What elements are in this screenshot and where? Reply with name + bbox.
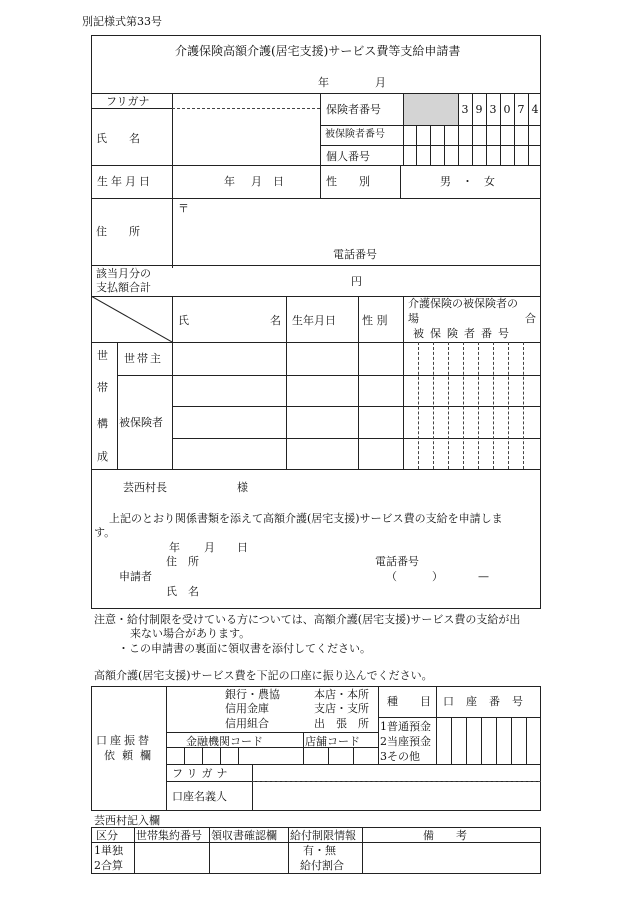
village-header-category: 区分 <box>96 829 118 842</box>
insurer-digit: 4 <box>531 103 539 116</box>
transfer-label-line2: 依頼欄 <box>104 749 158 762</box>
honorific: 様 <box>237 481 248 494</box>
header-year-unit: 年 <box>318 76 329 89</box>
postal-mark: 〒 <box>178 202 189 215</box>
birth-year-unit: 年 <box>224 175 235 188</box>
insured-number-label: 被保険者番号 <box>325 129 385 140</box>
note-1-line1: 注意・給付制限を受けている方については、高額介護(居宅支援)サービス費の支給が出 <box>94 613 521 626</box>
shaded-cell <box>404 94 458 125</box>
form-number: 別記様式第33号 <box>82 15 162 28</box>
category-option: 1単独 <box>94 844 123 857</box>
household-birth-header: 生年月日 <box>292 314 336 327</box>
household-insurance-header-1: 介護保険の被保険者の <box>408 297 518 310</box>
village-section-title: 芸西村記入欄 <box>94 814 160 827</box>
household-side-char: 成 <box>97 450 108 463</box>
app-month-unit: 月 <box>204 541 215 554</box>
personal-number-label: 個人番号 <box>326 150 370 163</box>
bank-type-option: 信用金庫 <box>225 702 269 715</box>
address-label: 住 所 <box>96 225 140 238</box>
sex-options: 男 ・ 女 <box>440 175 495 188</box>
app-name-label: 氏 名 <box>166 585 199 598</box>
bank-furigana-label: フリガナ <box>172 767 232 780</box>
applicant-label: 申請者 <box>119 570 152 583</box>
household-side-char: 構 <box>97 417 108 430</box>
app-day-unit: 日 <box>237 541 248 554</box>
note-2: ・この申請書の裏面に領収書を添付してください。 <box>118 642 371 655</box>
account-type-option: 3その他 <box>380 750 420 763</box>
bank-type-option: 信用組合 <box>225 717 269 730</box>
account-holder-label: 口座名義人 <box>172 790 227 803</box>
phone-paren-close: ） <box>432 570 443 583</box>
birth-day-unit: 日 <box>273 175 284 188</box>
app-phone-label: 電話番号 <box>375 555 419 568</box>
restriction-ratio: 給付割合 <box>300 859 344 872</box>
branch-code-label: 店舗コード <box>305 735 360 748</box>
branch-type-option: 本店・本所 <box>314 688 369 701</box>
name-label: 氏 名 <box>96 132 140 145</box>
household-insurance-header-2a: 場 <box>408 312 419 325</box>
insurer-digit: 3 <box>461 103 469 116</box>
app-address-label: 住 所 <box>166 555 199 568</box>
transfer-label-line1: 口座振替 <box>96 734 152 747</box>
account-header: 口座番号 <box>443 695 535 708</box>
header-month-unit: 月 <box>375 76 386 89</box>
phone-paren-open: （ <box>386 570 397 583</box>
village-header-remarks: 備 考 <box>423 829 467 842</box>
household-head-label: 世帯主 <box>124 352 163 365</box>
household-side-char: 世 <box>97 349 108 362</box>
bank-intro: 高額介護(居宅支援)サービス費を下記の口座に振り込んでください。 <box>94 669 433 682</box>
household-name-header: 氏 <box>178 314 189 327</box>
branch-type-option: 出 張 所 <box>314 717 369 730</box>
app-year-unit: 年 <box>169 541 180 554</box>
payment-label-line1: 該当月分の <box>96 267 151 280</box>
insurer-number-label: 保険者番号 <box>326 103 381 116</box>
restriction-yes-no: 有・無 <box>303 844 336 857</box>
type-header: 種 目 <box>387 695 431 708</box>
village-header-receipt: 領収書確認欄 <box>211 829 277 842</box>
furigana-label: フリガナ <box>106 95 150 108</box>
application-body-line1: 上記のとおり関係書類を添えて高額介護(居宅支援)サービス費の支給を申請しま <box>109 512 503 525</box>
diagonal-corner-line <box>91 296 172 342</box>
application-body-line2: す。 <box>94 526 116 539</box>
addressee: 芸西村長 <box>123 481 167 494</box>
village-header-household-number: 世帯集約番号 <box>136 829 202 842</box>
account-type-option: 2当座預金 <box>380 735 431 748</box>
yen-unit: 円 <box>351 275 362 288</box>
birth-month-unit: 月 <box>251 175 262 188</box>
bank-type-option: 銀行・農協 <box>225 688 280 701</box>
phone-label: 電話番号 <box>333 248 377 261</box>
account-type-option: 1普通預金 <box>380 720 431 733</box>
household-sex-header: 性 別 <box>362 314 388 327</box>
household-insured-label: 被保険者 <box>119 416 163 429</box>
birthdate-label: 生年月日 <box>97 175 153 188</box>
note-1-line2: 来ない場合があります。 <box>130 627 251 640</box>
insurer-digit: 9 <box>475 103 483 116</box>
insurer-digit: 7 <box>517 103 525 116</box>
insurer-digit: 0 <box>503 103 511 116</box>
phone-dash: — <box>478 570 489 583</box>
bank-code-label: 金融機関コード <box>186 735 263 748</box>
category-option: 2合算 <box>94 859 123 872</box>
branch-type-option: 支店・支所 <box>314 702 369 715</box>
sex-label: 性 別 <box>326 175 370 188</box>
payment-label-line2: 支払額合計 <box>96 281 151 294</box>
village-header-restriction: 給付制限情報 <box>290 829 356 842</box>
insurer-digit: 3 <box>489 103 497 116</box>
household-side-char: 帯 <box>97 381 108 394</box>
form-title: 介護保険高額介護(居宅支援)サービス費等支給申請書 <box>175 44 461 58</box>
household-name-header-2: 名 <box>270 314 281 327</box>
household-insurance-header-3: 被保険者番号 <box>413 327 515 340</box>
household-insurance-header-2b: 合 <box>525 312 536 325</box>
